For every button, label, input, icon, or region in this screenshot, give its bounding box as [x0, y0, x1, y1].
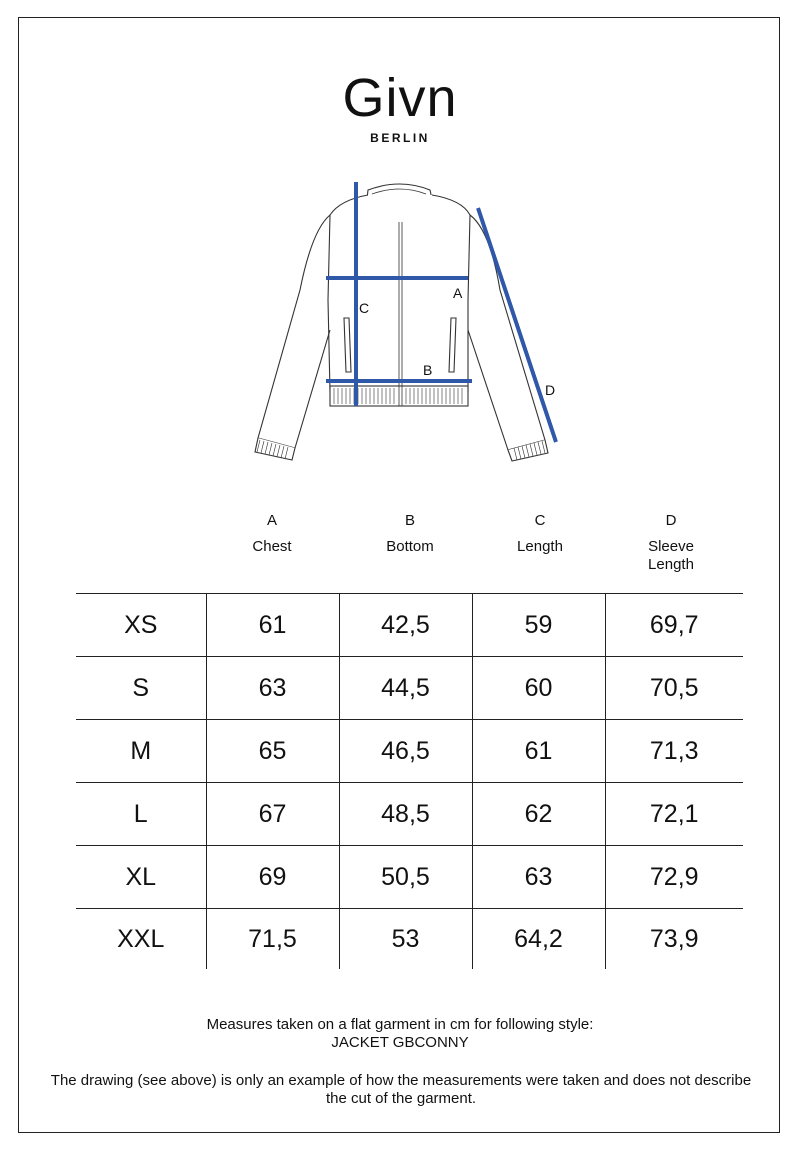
header-letter: A — [266, 512, 277, 529]
value-cell: 59 — [472, 594, 605, 657]
size-cell: M — [76, 720, 206, 783]
value-cell: 63 — [206, 657, 339, 720]
size-table — [76, 593, 743, 969]
header-label: Length — [517, 538, 563, 555]
value-cell: 67 — [206, 783, 339, 846]
value-cell: 61 — [206, 594, 339, 657]
header-length — [480, 512, 600, 556]
value-cell: 64,2 — [472, 909, 605, 970]
value-cell: 60 — [472, 657, 605, 720]
value-cell: 73,9 — [605, 909, 743, 970]
value-cell: 72,1 — [605, 783, 743, 846]
value-cell: 70,5 — [605, 657, 743, 720]
size-cell: L — [76, 783, 206, 846]
table-row — [76, 594, 743, 657]
value-cell: 48,5 — [339, 783, 472, 846]
label-b: B — [423, 362, 433, 378]
value-cell: 63 — [472, 846, 605, 909]
header-chest — [212, 512, 332, 556]
header-bottom — [350, 512, 470, 556]
brand-logo: Givn — [342, 68, 458, 128]
table-row — [76, 846, 743, 909]
size-cell: XL — [76, 846, 206, 909]
size-cell: XXL — [76, 909, 206, 970]
table-row — [76, 909, 743, 970]
label-a: A — [453, 285, 463, 301]
value-cell: 44,5 — [339, 657, 472, 720]
label-d: D — [545, 382, 556, 398]
note-measures: Measures taken on a flat garment in cm for following style: — [206, 1016, 594, 1033]
jacket-outline — [255, 184, 548, 461]
note-style: JACKET GBCONNY — [331, 1034, 469, 1051]
measure-line-d — [478, 208, 556, 442]
label-c: C — [359, 300, 370, 316]
value-cell: 46,5 — [339, 720, 472, 783]
header-letter: C — [534, 512, 546, 529]
value-cell: 69 — [206, 846, 339, 909]
header-sleeve-length — [611, 512, 731, 574]
jacket-diagram — [0, 0, 800, 480]
value-cell: 53 — [339, 909, 472, 970]
header-letter: B — [404, 512, 415, 529]
value-cell: 42,5 — [339, 594, 472, 657]
header-letter: D — [665, 512, 677, 529]
value-cell: 61 — [472, 720, 605, 783]
value-cell: 65 — [206, 720, 339, 783]
size-cell: S — [76, 657, 206, 720]
header-label: Bottom — [386, 538, 434, 555]
value-cell: 71,3 — [605, 720, 743, 783]
table-row — [76, 657, 743, 720]
table-row — [76, 720, 743, 783]
note-disclaimer: The drawing (see above) is only an example of how the measurements were taken and does not describe the cut of the garment. — [50, 1072, 752, 1107]
value-cell: 72,9 — [605, 846, 743, 909]
value-cell: 50,5 — [339, 846, 472, 909]
value-cell: 71,5 — [206, 909, 339, 970]
size-cell: XS — [76, 594, 206, 657]
header-label: Chest — [252, 538, 292, 555]
brand-subtitle: BERLIN — [370, 131, 430, 145]
value-cell: 62 — [472, 783, 605, 846]
table-row — [76, 783, 743, 846]
header-label: Sleeve Length — [648, 538, 694, 573]
value-cell: 69,7 — [605, 594, 743, 657]
